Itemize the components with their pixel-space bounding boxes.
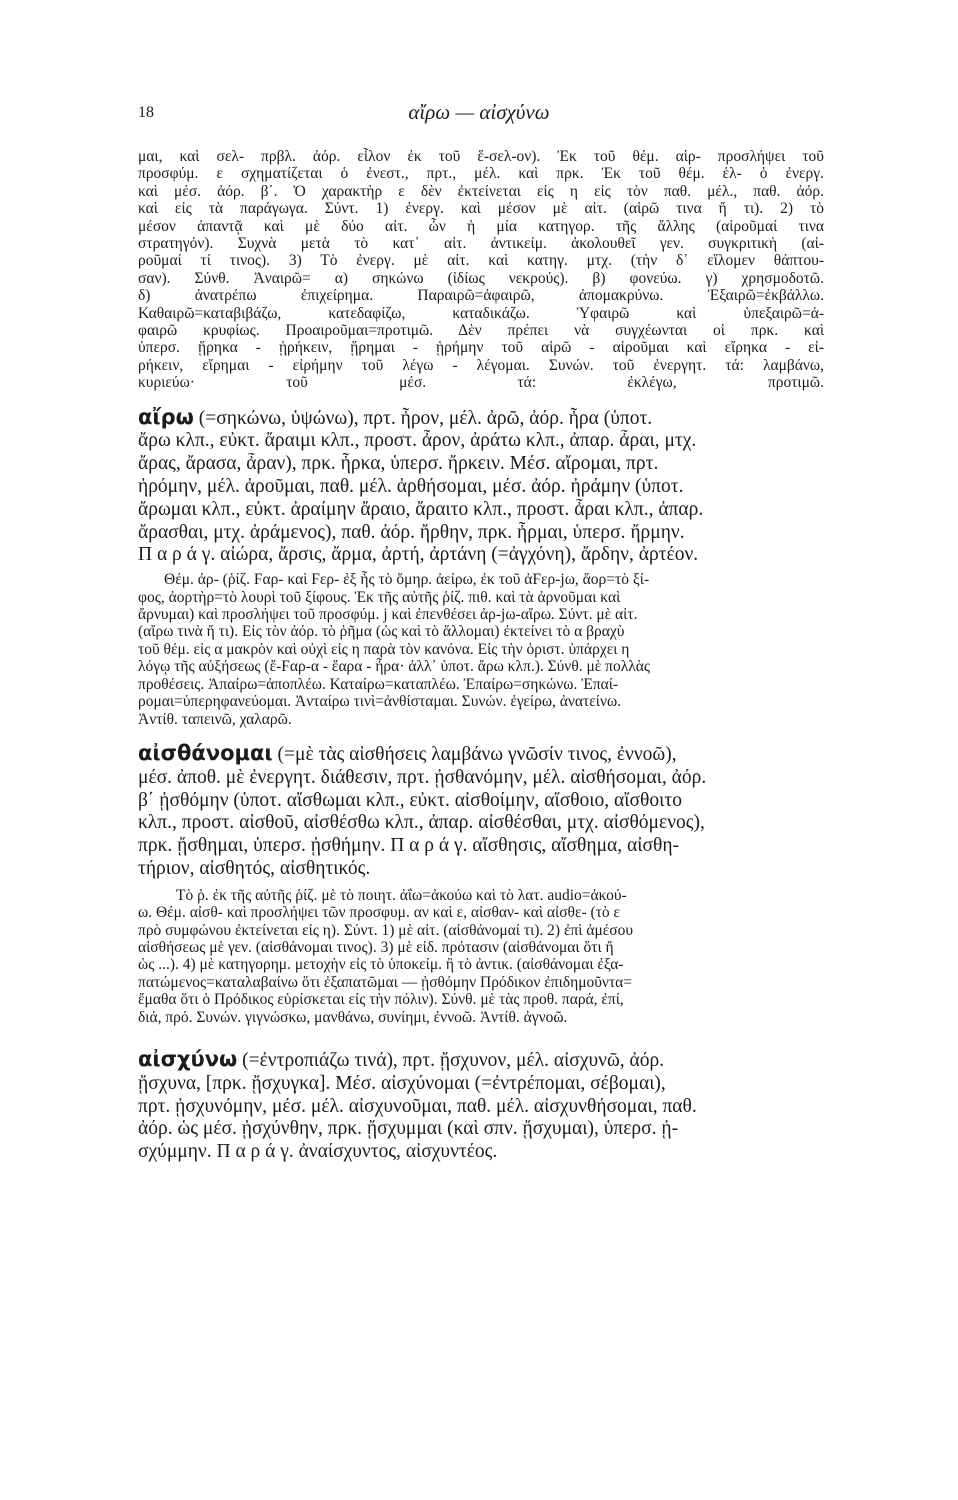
text-line: πρὸ συμφώνου ἐκτείνεται εἰς η). Σύντ. 1) μὲ αἰτ. (αἰσθάνομαί τι). 2) ἐπὶ ἀμέσου — [138, 921, 634, 939]
entry-note-text — [138, 887, 824, 1026]
text-line: Ἀντίθ. ταπεινῶ, χαλαρῶ. — [138, 710, 292, 728]
text-line: πατώμενος=καταλαβαίνω ὅτι ἐξαπατῶμαι — ᾐσθόμην Πρόδικον ἐπιδημοῦντα= — [138, 973, 633, 991]
text-line: δ) ἀνατρέπω ἐπιχείρημα. Παραιρῶ=ἀφαιρῶ, ἀπομακρύνω. Ἐξαιρῶ=ἐκβάλλω. — [138, 287, 824, 305]
text-line: καὶ μέσ. ἀόρ. β΄. Ὁ χαρακτὴρ ε δὲν ἐκτείνεται εἰς η εἰς τὸν παθ. μέλ., παθ. ἀόρ. — [138, 182, 824, 200]
text-line: κλπ., προστ. αἰσθοῦ, αἰσθέσθω κλπ., ἀπαρ. αἰσθέσθαι, μτχ. αἰσθόμενος), — [138, 812, 705, 834]
text-line: σαν). Σύνθ. Ἀναιρῶ= α) σηκώνω (ἰδίως νεκρούς). β) φονεύω. γ) χρησμοδοτῶ. — [138, 269, 824, 287]
text-line: φος, ἀορτὴρ=τὸ λουρὶ τοῦ ξίφους. Ἐκ τῆς αὐτῆς ῥίζ. πιθ. καὶ τὰ ἀρνοῦμαι καὶ — [138, 588, 621, 606]
text-line: λόγῳ τῆς αὐξήσεως (ἔ-Ϝαρ-α - ἔαρα - ἦρα· ἀλλ᾽ ὑποτ. ἄρω κλπ.). Σύνθ. μὲ πολλὰς — [138, 658, 651, 676]
text-line — [138, 1048, 824, 1073]
headword: αἰσθάνομαι — [138, 741, 273, 765]
text-span: (=μὲ τὰς αἰσθήσεις λαμβάνω γνῶσίν τινος, ἐννοῶ), — [272, 743, 677, 765]
text-line: ἄρασθαι, μτχ. ἀράμενος), παθ. ἀόρ. ἤρθην, πρκ. ἦρμαι, ὑπερσ. ἤρμην. — [138, 521, 685, 543]
text-line: μέσον ἀπαντᾷ καὶ μὲ δύο αἰτ. ὧν ἡ μία κατηγορ. τῆς ἄλλης (αἱροῦμαί τινα — [138, 217, 824, 235]
text-line: ἄρας, ἄρασα, ἆραν), πρκ. ἦρκα, ὑπερσ. ἤρκειν. Μέσ. αἴρομαι, πρτ. — [138, 453, 659, 475]
text-line: μέσ. ἀποθ. μὲ ἐνεργητ. διάθεσιν, πρτ. ᾐσθανόμην, μέλ. αἰσθήσομαι, ἀόρ. — [138, 766, 707, 788]
text-span: (=ἐντροπιάζω τινά), πρτ. ᾔσχυνον, μέλ. αἰσχυνῶ, ἀόρ. — [237, 1049, 665, 1071]
text-line: αἰσθήσεως μὲ γεν. (αἰσθάνομαι τινος). 3) μὲ εἰδ. πρότασιν (αἰσθάνομαι ὅτι ἤ — [138, 938, 614, 956]
entry-main-text — [138, 742, 824, 881]
text-line: Καθαιρῶ=καταβιβάζω, κατεδαφίζω, καταδικάζω. Ὑφαιρῶ καὶ ὑπεξαιρῶ=ἀ- — [138, 304, 824, 322]
text-line — [138, 742, 824, 767]
text-line: ὑπερσ. ᾕρηκα - ᾑρήκειν, ᾕρημαι - ᾑρήμην τοῦ αἱρῶ - αἱροῦμαι καὶ εἴρηκα - εἰ- — [138, 339, 824, 357]
text-line: πρκ. ᾔσθημαι, ὑπερσ. ᾐσθήμην. Π α ρ ά γ. αἴσθησις, αἴσθημα, αἰσθη- — [138, 835, 680, 857]
entry-airo — [138, 406, 824, 728]
page-number: 18 — [138, 104, 154, 121]
text-line: ἄρω κλπ., εὐκτ. ἄραιμι κλπ., προστ. ἆρον, ἀράτω κλπ., ἀπαρ. ἆραι, μτχ. — [138, 430, 697, 452]
entry-aischyno — [138, 1048, 824, 1164]
text-line: ἄρνυμαι) καὶ προσλήψει τοῦ προσφύμ. j καὶ ἐπενθέσει ἀρ-jω-αἴρω. Σύντ. μὲ αἰτ. — [138, 606, 638, 624]
continuation-paragraph — [138, 148, 824, 392]
text-line: μαι, καὶ σελ- πρβλ. ἀόρ. εἷλον ἐκ τοῦ ἕ-σελ-ον). Ἐκ τοῦ θέμ. αἱρ- προσλήψει τοῦ — [138, 148, 824, 165]
text-line: ρομαι=ὑπερηφανεύομαι. Ἀνταίρω τινὶ=ἀνθίσταμαι. Συνών. ἐγείρω, ἀνατείνω. — [138, 693, 622, 711]
text-line: ἄρωμαι κλπ., εὐκτ. ἀραίμην ἄραιο, ἄραιτο κλπ., προστ. ἆραι κλπ., ἀπαρ. — [138, 498, 704, 520]
text-line: πρτ. ᾐσχυνόμην, μέσ. μέλ. αἰσχυνοῦμαι, παθ. μέλ. αἰσχυνθήσομαι, παθ. — [138, 1095, 697, 1117]
text-line: ω. Θέμ. αἰσθ- καὶ προσλήψει τῶν προσφυμ. αν καὶ ε, αἰσθαν- καὶ αἰσθε- (τὸ ε — [138, 904, 621, 922]
text-line: (αἴρω τινὰ ἤ τι). Εἰς τὸν ἀόρ. τὸ ῥῆμα (ὡς καὶ τὸ ἅλλομαι) ἐκτείνει τὸ α βραχὺ — [138, 623, 625, 641]
page-body — [138, 148, 824, 1164]
entry-main-text — [138, 1048, 824, 1164]
text-line: ὡς ...). 4) μὲ κατηγορημ. μετοχὴν εἰς τὸ ὑποκείμ. ἢ τὸ ἀντικ. (αἰσθάνομαι ἐξα- — [138, 956, 624, 974]
text-line: ροῦμαί τί τινος). 3) Τὸ ἐνεργ. μὲ αἰτ. καὶ κατηγ. μτχ. (τὴν δ᾽ εἵλομεν θάπτου- — [138, 252, 824, 270]
text-span: (=σηκώνω, ὑψώνω), πρτ. ἦρον, μέλ. ἀρῶ, ἀόρ. ἦρα (ὑποτ. — [193, 407, 653, 429]
text-line: ἔμαθα ὅτι ὁ Πρόδικος εὑρίσκεται εἰς τὴν πόλιν). Σύνθ. μὲ τὰς προθ. παρά, ἐπί, — [138, 991, 624, 1009]
text-line: Τὸ ῥ. ἐκ τῆς αὐτῆς ῥίζ. μὲ τὸ ποιητ. ἀΐω=ἀκούω καὶ τὸ λατ. audio=ἀκού- — [176, 886, 627, 904]
entry-aisthanomai — [138, 742, 824, 1026]
text-line: κυριεύω· τοῦ μέσ. τά: ἐκλέγω, προτιμῶ. — [138, 374, 824, 392]
text-line — [138, 406, 824, 431]
headword: αἰσχύνω — [138, 1047, 238, 1071]
text-line: β΄ ᾐσθόμην (ὑποτ. αἴσθωμαι κλπ., εὐκτ. αἰσθοίμην, αἴσθοιο, αἴσθοιτο — [138, 789, 682, 811]
text-line: στρατηγόν). Συχνὰ μετὰ τὸ κατ᾽ αἰτ. ἀντικείμ. ἀκολουθεῖ γεν. συγκριτικὴ (αἱ- — [138, 235, 824, 253]
text-line: Θέμ. ἀρ- (ῥίζ. Ϝαρ- καὶ Ϝερ- ἐξ ἧς τὸ ὅμηρ. ἀείρω, ἐκ τοῦ ἀϜερ-jω, ἄορ=τὸ ξί- — [164, 571, 650, 589]
text-line: προσφύμ. ε σχηματίζεται ὁ ἐνεστ., πρτ., μέλ. καὶ πρκ. Ἐκ τοῦ θέμ. ἑλ- ὁ ἐνεργ. — [138, 165, 824, 183]
text-line: τήριον, αἰσθητός, αἰσθητικός. — [138, 857, 371, 879]
entry-main-text — [138, 406, 824, 568]
text-line: ἠρόμην, μέλ. ἀροῦμαι, παθ. μέλ. ἀρθήσομαι, μέσ. ἀόρ. ἠράμην (ὑποτ. — [138, 476, 684, 498]
running-title: αἴρω — αἰσχύνω — [408, 100, 550, 124]
text-line: τοῦ θέμ. εἰς α μακρὸν καὶ οὐχὶ εἰς η παρὰ τὸν κανόνα. Εἰς τὴν ὁριστ. ὑπάρχει η — [138, 640, 630, 658]
text-line: Π α ρ ά γ. αἰώρα, ἄρσις, ἄρμα, ἀρτή, ἀρτάνη (=ἀγχόνη), ἄρδην, ἀρτέον. — [138, 544, 699, 566]
text-line: ᾔσχυνα, [πρκ. ᾔσχυγκα]. Μέσ. αἰσχύνομαι (=ἐντρέπομαι, σέβομαι), — [138, 1072, 666, 1094]
headword: αἴρω — [138, 405, 194, 429]
text-line: ρήκειν, εἴρημαι - εἰρήμην τοῦ λέγω - λέγομαι. Συνών. τοῦ ἐνεργητ. τά: λαμβάνω, — [138, 356, 824, 374]
text-line: ἀόρ. ὡς μέσ. ᾐσχύνθην, πρκ. ᾔσχυμμαι (καὶ σπν. ᾔσχυμαι), ὑπερσ. ᾐ- — [138, 1118, 679, 1140]
text-line: καὶ εἰς τὰ παράγωγα. Σύντ. 1) ἐνεργ. καὶ μέσον μὲ αἰτ. (αἱρῶ τινα ἤ τι). 2) τὸ — [138, 200, 824, 218]
text-line: σχύμμην. Π α ρ ά γ. ἀναίσχυντος, αἰσχυντέος. — [138, 1141, 498, 1163]
entry-note-text — [138, 571, 824, 728]
text-line: φαιρῶ κρυφίως. Προαιροῦμαι=προτιμῶ. Δὲν πρέπει νὰ συγχέωνται οἱ πρκ. καὶ — [138, 322, 824, 340]
text-line: προθέσεις. Ἀπαίρω=ἀποπλέω. Καταίρω=καταπλέω. Ἐπαίρω=σηκώνω. Ἐπαί- — [138, 675, 619, 693]
text-line: διά, πρό. Συνών. γιγνώσκω, μανθάνω, συνίημι, ἐννοῶ. Ἀντίθ. ἀγνοῶ. — [138, 1008, 568, 1026]
